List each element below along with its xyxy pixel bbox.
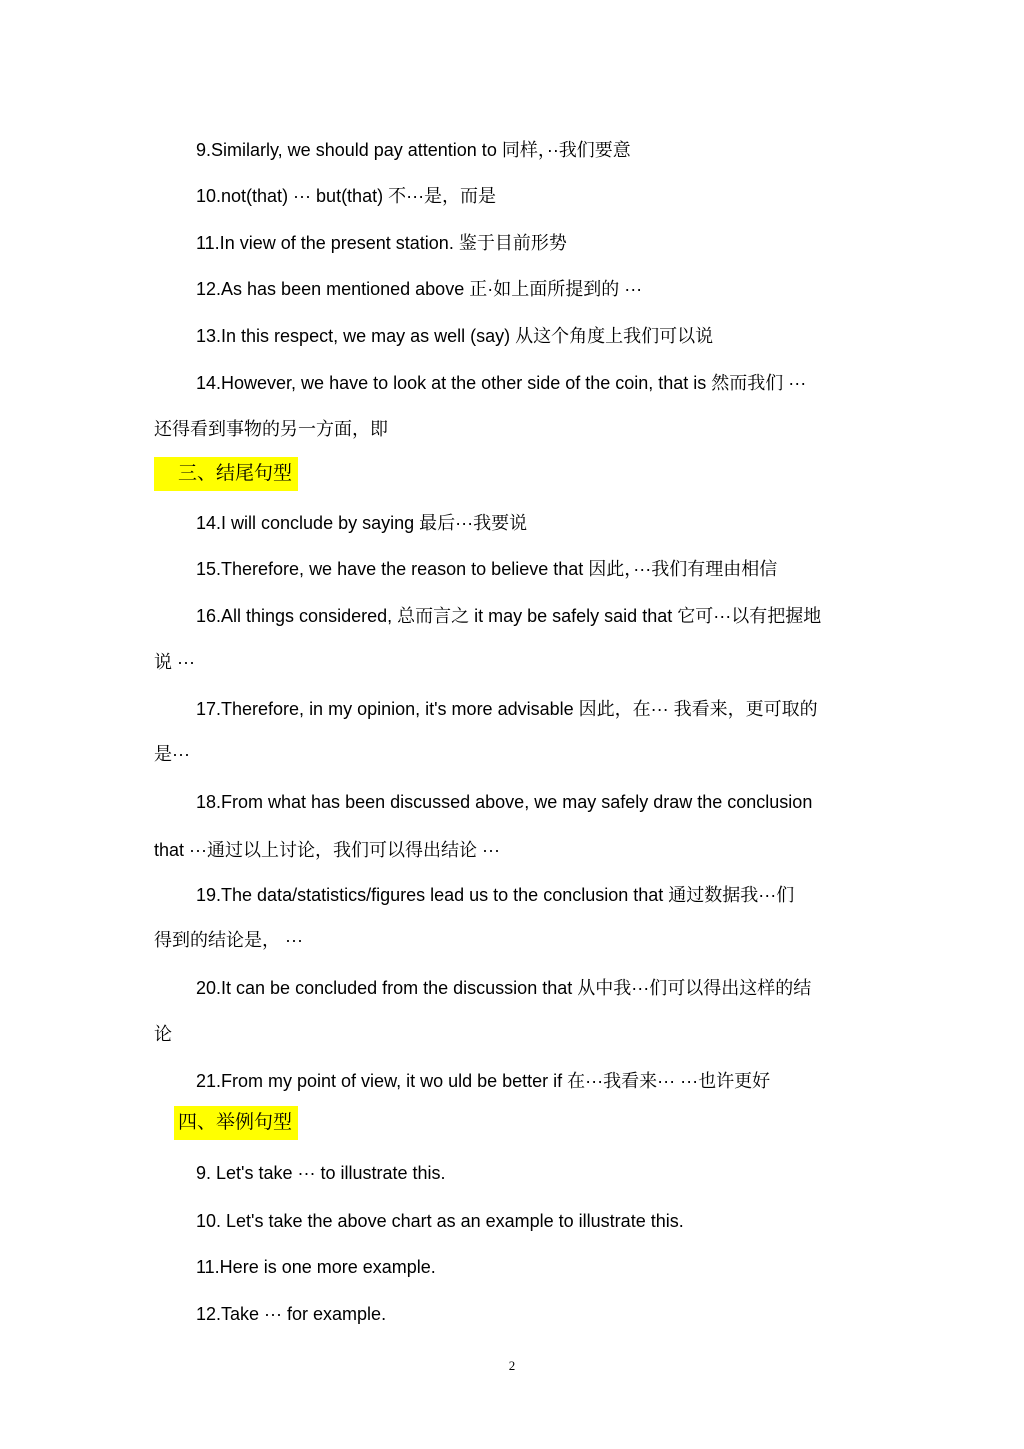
phrase-line: 19.The data/statistics/figures lead us to the conclusion that 通过数据我···们 [196, 885, 795, 905]
phrase-line: 18.From what has been discussed above, we may safely draw the conclusion [196, 792, 813, 812]
phrase-line: 17.Therefore, in my opinion, it's more advisable 因此，在··· 我看来，更可取的 [196, 699, 818, 719]
phrase-line: 20.It can be concluded from the discussion that 从中我···们可以得出这样的结 [196, 978, 812, 998]
section-heading-examples: 四、举例句型 [174, 1106, 298, 1140]
phrase-line-continuation: 论 [154, 1024, 172, 1044]
phrase-line: 11.Here is one more example. [196, 1257, 436, 1277]
phrase-line: 21.From my point of view, it wo uld be better if 在···我看来··· ···也许更好 [196, 1071, 771, 1091]
phrase-line: 16.All things considered, 总而言之 it may be safely said that 它可···以有把握地 [196, 606, 822, 626]
phrase-line: 11.In view of the present station. 鉴于目前形势 [196, 233, 567, 253]
phrase-line: 14.I will conclude by saying 最后···我要说 [196, 513, 528, 533]
phrase-line: 9. Let's take ··· to illustrate this. [196, 1163, 446, 1183]
phrase-line: 15.Therefore, we have the reason to believe that 因此，···我们有理由相信 [196, 559, 778, 579]
phrase-line: 10.not(that) ··· but(that) 不···是，而是 [196, 186, 497, 206]
phrase-line-continuation: 还得看到事物的另一方面，即 [154, 419, 388, 439]
phrase-line-continuation: 是··· [154, 744, 190, 764]
section-heading-closing: 三、结尾句型 [154, 457, 298, 491]
phrase-line-continuation: that ···通过以上讨论，我们可以得出结论 ··· [154, 840, 500, 860]
phrase-line: 12.As has been mentioned above 正·如上面所提到的 ··· [196, 279, 643, 299]
phrase-line: 12.Take ··· for example. [196, 1304, 387, 1324]
phrase-line: 10. Let's take the above chart as an example to illustrate this. [196, 1211, 684, 1231]
phrase-line: 14.However, we have to look at the other side of the coin, that is 然而我们 ··· [196, 373, 807, 393]
page-number: 2 [508, 1358, 516, 1373]
phrase-line-continuation: 说 ··· [154, 652, 195, 672]
phrase-line: 9.Similarly, we should pay attention to 同样，··我们要意 [196, 140, 631, 160]
phrase-line: 13.In this respect, we may as well (say) 从这个角度上我们可以说 [196, 326, 714, 346]
phrase-line-continuation: 得到的结论是， ··· [154, 930, 303, 950]
